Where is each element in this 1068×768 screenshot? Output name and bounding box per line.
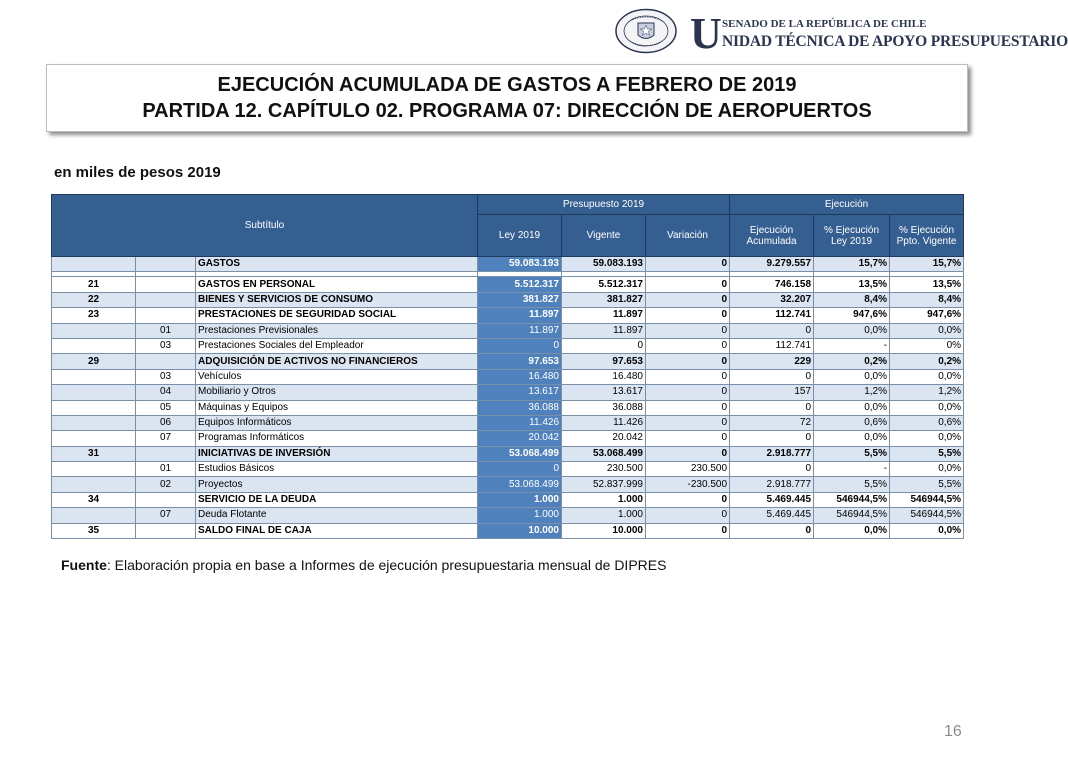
row-code: [52, 338, 136, 353]
row-subitem: 02: [136, 477, 196, 492]
row-ley: 36.088: [478, 400, 562, 415]
row-pct-ley: 0,0%: [814, 369, 890, 384]
row-vigente: 59.083.193: [562, 257, 646, 272]
row-variacion: 0: [646, 508, 730, 523]
row-vigente: 52.837.999: [562, 477, 646, 492]
row-ejecucion: 5.469.445: [730, 492, 814, 507]
table-row: [52, 385, 964, 400]
row-subitem: [136, 354, 196, 369]
row-variacion: 0: [646, 292, 730, 307]
table-row: [52, 400, 964, 415]
row-pct-ley: 0,6%: [814, 415, 890, 430]
table-row: [52, 446, 964, 461]
table-row: [52, 369, 964, 384]
row-ley: 5.512.317: [478, 277, 562, 292]
row-code: 29: [52, 354, 136, 369]
table-row: [52, 431, 964, 446]
row-pct-ley: 5,5%: [814, 446, 890, 461]
row-subitem: 04: [136, 385, 196, 400]
row-ley: 1.000: [478, 492, 562, 507]
row-variacion: 0: [646, 338, 730, 353]
row-ley: 381.827: [478, 292, 562, 307]
source-text: : Elaboración propia en base a Informes de ejecución presupuestaria mensual de DIPRES: [106, 557, 667, 573]
row-ley: 16.480: [478, 369, 562, 384]
row-pct-ley: 15,7%: [814, 257, 890, 272]
row-ley: 1.000: [478, 508, 562, 523]
row-vigente: 10.000: [562, 523, 646, 538]
row-pct-vigente: 0,0%: [890, 323, 964, 338]
row-ejecucion: 0: [730, 369, 814, 384]
row-vigente: 1.000: [562, 492, 646, 507]
table-row: [52, 257, 964, 272]
row-pct-vigente: 5,5%: [890, 446, 964, 461]
row-code: [52, 508, 136, 523]
row-code: [52, 323, 136, 338]
table-row: [52, 323, 964, 338]
row-ejecucion: 229: [730, 354, 814, 369]
budget-execution-table: [51, 194, 964, 539]
table-row: [52, 308, 964, 323]
row-pct-ley: 1,2%: [814, 385, 890, 400]
row-ejecucion: 112.741: [730, 338, 814, 353]
row-ejecucion: 2.918.777: [730, 446, 814, 461]
row-ley: 59.083.193: [478, 257, 562, 272]
row-code: [52, 415, 136, 430]
source-label: Fuente: [61, 557, 107, 573]
row-ejecucion: 746.158: [730, 277, 814, 292]
brand-top-line: SENADO DE LA REPÚBLICA DE CHILE: [722, 18, 927, 30]
row-ejecucion: 72: [730, 415, 814, 430]
row-vigente: 97.653: [562, 354, 646, 369]
table-row: [52, 415, 964, 430]
row-vigente: 1.000: [562, 508, 646, 523]
header-pct-ley-line-1: % Ejecución: [824, 224, 880, 236]
row-pct-ley: 947,6%: [814, 308, 890, 323]
row-name: Deuda Flotante: [196, 508, 478, 523]
header-presupuesto: Presupuesto 2019: [478, 195, 730, 215]
slide-title-box: [46, 64, 968, 132]
row-vigente: 11.897: [562, 308, 646, 323]
row-vigente: 0: [562, 338, 646, 353]
row-pct-ley: -: [814, 462, 890, 477]
row-pct-vigente: 0,0%: [890, 462, 964, 477]
row-code: [52, 369, 136, 384]
table-row: [52, 508, 964, 523]
row-name: PRESTACIONES DE SEGURIDAD SOCIAL: [196, 308, 478, 323]
row-variacion: -230.500: [646, 477, 730, 492]
row-pct-vigente: 1,2%: [890, 385, 964, 400]
title-line-1: EJECUCIÓN ACUMULADA DE GASTOS A FEBRERO DE 2019: [217, 74, 797, 96]
row-name: Equipos Informáticos: [196, 415, 478, 430]
row-variacion: 0: [646, 354, 730, 369]
row-code: [52, 385, 136, 400]
row-vigente: 5.512.317: [562, 277, 646, 292]
header-pct-vig-line-1: % Ejecución: [899, 224, 955, 236]
row-ejecucion: 5.469.445: [730, 508, 814, 523]
header-ejecucion: Ejecución: [730, 195, 964, 215]
row-subitem: [136, 446, 196, 461]
row-ley: 0: [478, 338, 562, 353]
row-ejecucion: 2.918.777: [730, 477, 814, 492]
row-ley: 10.000: [478, 523, 562, 538]
row-subitem: [136, 523, 196, 538]
row-pct-vigente: 0,0%: [890, 369, 964, 384]
row-pct-ley: 546944,5%: [814, 508, 890, 523]
row-vigente: 13.617: [562, 385, 646, 400]
row-variacion: 0: [646, 492, 730, 507]
row-vigente: 16.480: [562, 369, 646, 384]
row-name: Mobiliario y Otros: [196, 385, 478, 400]
table-row: [52, 492, 964, 507]
row-name: BIENES Y SERVICIOS DE CONSUMO: [196, 292, 478, 307]
row-pct-ley: -: [814, 338, 890, 353]
header-ley: Ley 2019: [478, 215, 562, 257]
units-subtitle: en miles de pesos 2019: [54, 164, 221, 181]
header-subtitulo: Subtítulo: [52, 195, 478, 257]
row-pct-vigente: 0,0%: [890, 523, 964, 538]
row-pct-vigente: 0,6%: [890, 415, 964, 430]
senado-seal-logo: [614, 8, 678, 54]
row-vigente: 36.088: [562, 400, 646, 415]
row-pct-vigente: 5,5%: [890, 477, 964, 492]
row-vigente: 230.500: [562, 462, 646, 477]
row-subitem: [136, 257, 196, 272]
header-ejec-line-1: Ejecución: [749, 224, 794, 236]
row-pct-ley: 0,0%: [814, 523, 890, 538]
row-variacion: 0: [646, 446, 730, 461]
row-pct-ley: 5,5%: [814, 477, 890, 492]
row-name: GASTOS: [196, 257, 478, 272]
row-ley: 53.068.499: [478, 446, 562, 461]
row-variacion: 0: [646, 431, 730, 446]
row-code: [52, 462, 136, 477]
row-pct-vigente: 0,0%: [890, 431, 964, 446]
header-ejecucion-acumulada: [730, 215, 814, 257]
row-variacion: 0: [646, 277, 730, 292]
header-pct-vigente: [890, 215, 964, 257]
row-ley: 20.042: [478, 431, 562, 446]
row-name: Programas Informáticos: [196, 431, 478, 446]
table-row: [52, 354, 964, 369]
row-code: 34: [52, 492, 136, 507]
row-name: GASTOS EN PERSONAL: [196, 277, 478, 292]
row-vigente: 11.426: [562, 415, 646, 430]
row-code: [52, 400, 136, 415]
row-pct-vigente: 546944,5%: [890, 508, 964, 523]
row-pct-vigente: 0%: [890, 338, 964, 353]
row-name: Proyectos: [196, 477, 478, 492]
row-pct-ley: 8,4%: [814, 292, 890, 307]
row-variacion: 230.500: [646, 462, 730, 477]
row-pct-vigente: 546944,5%: [890, 492, 964, 507]
row-subitem: [136, 292, 196, 307]
row-variacion: 0: [646, 323, 730, 338]
row-code: 35: [52, 523, 136, 538]
header-ejec-line-2: Acumulada: [746, 235, 797, 247]
row-name: Prestaciones Previsionales: [196, 323, 478, 338]
row-variacion: 0: [646, 385, 730, 400]
row-subitem: 01: [136, 323, 196, 338]
row-ejecucion: 0: [730, 400, 814, 415]
brand-bottom-line: NIDAD TÉCNICA DE APOYO PRESUPUESTARIO: [722, 33, 1068, 50]
row-ejecucion: 32.207: [730, 292, 814, 307]
row-name: Estudios Básicos: [196, 462, 478, 477]
row-pct-vigente: 8,4%: [890, 292, 964, 307]
row-pct-vigente: 15,7%: [890, 257, 964, 272]
row-subitem: [136, 492, 196, 507]
row-variacion: 0: [646, 308, 730, 323]
row-pct-ley: 0,0%: [814, 400, 890, 415]
row-variacion: 0: [646, 415, 730, 430]
row-variacion: 0: [646, 400, 730, 415]
table-row: [52, 477, 964, 492]
row-ejecucion: 157: [730, 385, 814, 400]
row-vigente: 53.068.499: [562, 446, 646, 461]
row-ejecucion: 9.279.557: [730, 257, 814, 272]
row-name: Máquinas y Equipos: [196, 400, 478, 415]
row-pct-vigente: 0,2%: [890, 354, 964, 369]
row-subitem: 05: [136, 400, 196, 415]
row-ley: 11.897: [478, 323, 562, 338]
row-code: [52, 431, 136, 446]
row-vigente: 20.042: [562, 431, 646, 446]
row-subitem: 06: [136, 415, 196, 430]
row-name: Vehículos: [196, 369, 478, 384]
row-code: 31: [52, 446, 136, 461]
row-subitem: 07: [136, 431, 196, 446]
row-ley: 53.068.499: [478, 477, 562, 492]
header-pct-ley: [814, 215, 890, 257]
row-pct-vigente: 0,0%: [890, 400, 964, 415]
header-variacion: Variación: [646, 215, 730, 257]
header-pct-vig-line-2: Ppto. Vigente: [896, 235, 957, 247]
row-variacion: 0: [646, 369, 730, 384]
row-name: ADQUISICIÓN DE ACTIVOS NO FINANCIEROS: [196, 354, 478, 369]
table-row: [52, 292, 964, 307]
header-vigente: Vigente: [562, 215, 646, 257]
table-row: [52, 462, 964, 477]
row-ley: 0: [478, 462, 562, 477]
row-ejecucion: 0: [730, 523, 814, 538]
row-name: SERVICIO DE LA DEUDA: [196, 492, 478, 507]
row-vigente: 381.827: [562, 292, 646, 307]
row-name: INICIATIVAS DE INVERSIÓN: [196, 446, 478, 461]
row-ejecucion: 0: [730, 323, 814, 338]
row-ley: 13.617: [478, 385, 562, 400]
header-pct-ley-line-2: Ley 2019: [830, 235, 873, 247]
row-vigente: 11.897: [562, 323, 646, 338]
table-row: [52, 277, 964, 292]
row-code: 22: [52, 292, 136, 307]
row-code: [52, 257, 136, 272]
row-name: SALDO FINAL DE CAJA: [196, 523, 478, 538]
unidad-tecnica-brand: [690, 9, 1068, 58]
row-pct-ley: 13,5%: [814, 277, 890, 292]
row-ley: 11.426: [478, 415, 562, 430]
row-pct-ley: 546944,5%: [814, 492, 890, 507]
row-ejecucion: 112.741: [730, 308, 814, 323]
row-ley: 97.653: [478, 354, 562, 369]
row-variacion: 0: [646, 523, 730, 538]
row-code: [52, 477, 136, 492]
row-subitem: 03: [136, 369, 196, 384]
table-row: [52, 338, 964, 353]
source-note: [61, 557, 666, 573]
page-number: 16: [944, 723, 962, 740]
row-subitem: 03: [136, 338, 196, 353]
row-subitem: [136, 308, 196, 323]
row-pct-ley: 0,2%: [814, 354, 890, 369]
row-subitem: 01: [136, 462, 196, 477]
row-code: 23: [52, 308, 136, 323]
row-ejecucion: 0: [730, 462, 814, 477]
row-pct-vigente: 13,5%: [890, 277, 964, 292]
row-code: 21: [52, 277, 136, 292]
row-ejecucion: 0: [730, 431, 814, 446]
row-pct-vigente: 947,6%: [890, 308, 964, 323]
row-subitem: 07: [136, 508, 196, 523]
title-line-2: PARTIDA 12. CAPÍTULO 02. PROGRAMA 07: DIRECCIÓN DE AEROPUERTOS: [142, 100, 872, 122]
row-name: Prestaciones Sociales del Empleador: [196, 338, 478, 353]
row-subitem: [136, 277, 196, 292]
row-ley: 11.897: [478, 308, 562, 323]
table-row: [52, 523, 964, 538]
brand-letter: U: [690, 9, 722, 58]
row-pct-ley: 0,0%: [814, 431, 890, 446]
row-variacion: 0: [646, 257, 730, 272]
row-pct-ley: 0,0%: [814, 323, 890, 338]
